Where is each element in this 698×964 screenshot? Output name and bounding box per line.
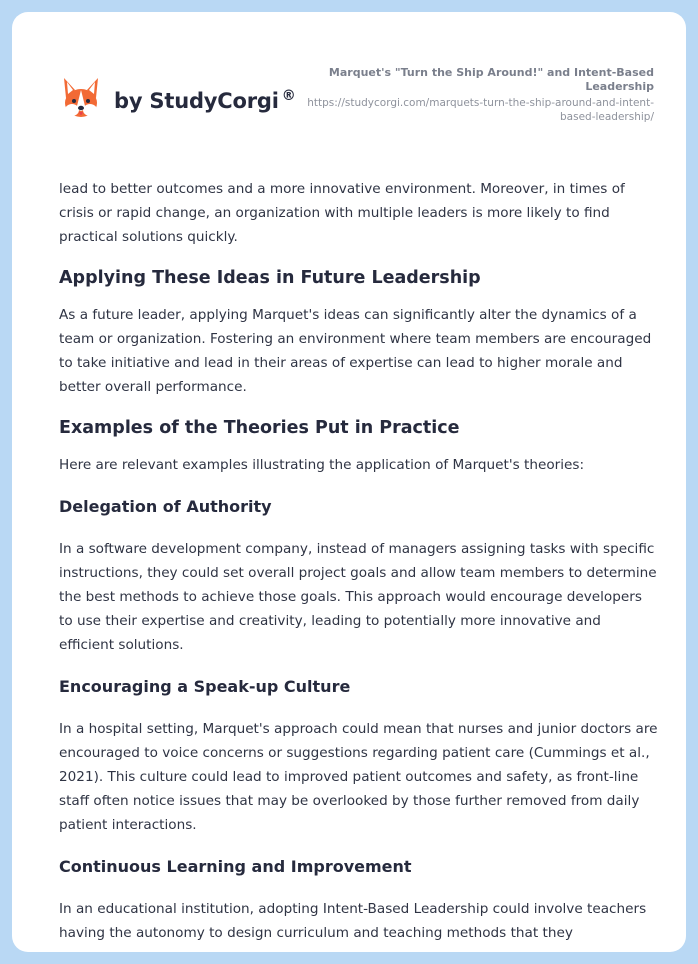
document-meta (294, 66, 654, 124)
subsection-heading-speak-up: Encouraging a Speak-up Culture (59, 677, 351, 696)
document-url[interactable]: https://studycorgi.com/marquets-turn-the-ship-around-and-intent-based-leadership/ (307, 97, 654, 123)
subsection-paragraph-speak-up: In a hospital setting, Marquet's approach could mean that nurses and junior doctors are encouraged to voice concerns or suggestions regarding patient care (Cummings et al., 2021). This culture could lead to improved patient outcomes and safety, as front-line staff often notice issues that may be overlooked by those further removed from daily patient interactions. (59, 721, 658, 833)
corgi-icon (60, 76, 102, 120)
document-title: Marquet's "Turn the Ship Around!" and Intent-Based Leadership (328, 66, 654, 93)
studycorgi-logo[interactable] (60, 76, 296, 120)
subsection-heading-delegation: Delegation of Authority (59, 497, 272, 516)
document-card (12, 12, 686, 952)
section-heading-examples: Examples of the Theories Put in Practice (59, 418, 460, 438)
section-heading-future-leadership: Applying These Ideas in Future Leadership (59, 268, 481, 288)
intro-paragraph: lead to better outcomes and a more innovative environment. Moreover, in times of crisis or rapid change, an organization with multiple leaders is more likely to find practical solutions quickly. (59, 181, 625, 245)
header (12, 12, 686, 162)
registered-mark: ® (281, 87, 296, 104)
subsection-paragraph-delegation: In a software development company, instead of managers assigning tasks with specific instructions, they could set overall project goals and allow team members to determine the best methods to achieve those goals. This approach would encourage developers to use their expertise and creativity, leading to potentially more innovative and efficient solutions. (59, 541, 657, 653)
article-body (59, 177, 659, 945)
subsection-heading-learning: Continuous Learning and Improvement (59, 857, 412, 876)
section-paragraph-future-leadership: As a future leader, applying Marquet's ideas can significantly alter the dynamics of a team or organization. Fostering an environment where team members are encouraged to take initiative and lead in their areas of expertise can lead to higher morale and better overall performance. (59, 307, 652, 395)
brand-name: by StudyCorgi ® (114, 87, 296, 113)
section-paragraph-examples: Here are relevant examples illustrating the application of Marquet's theories: (59, 457, 585, 473)
subsection-paragraph-learning: In an educational institution, adopting Intent-Based Leadership could involve teachers having the autonomy to design curriculum and teaching methods that they (59, 901, 647, 941)
